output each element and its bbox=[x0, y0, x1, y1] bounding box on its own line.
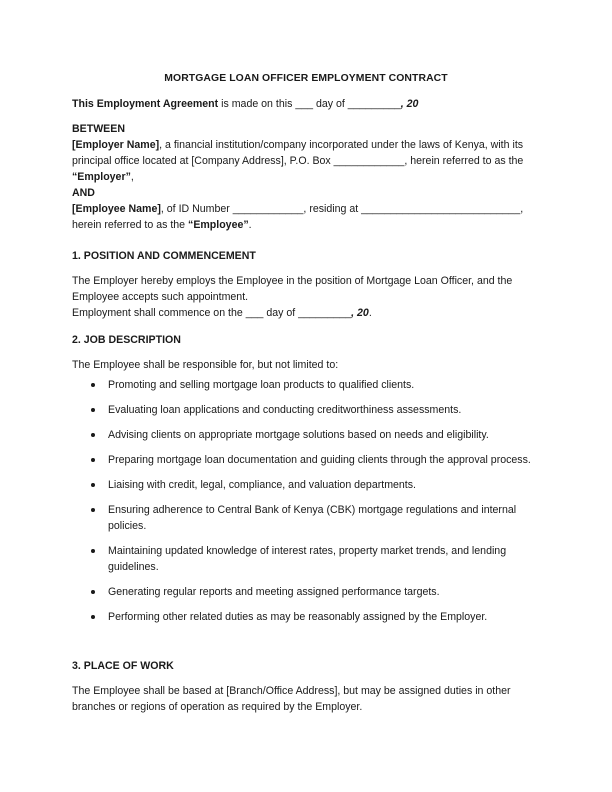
agreement-year: , 20 bbox=[400, 98, 419, 110]
and-label: AND bbox=[72, 187, 95, 199]
employee-description: , of ID Number ____________, residing at ___________________________, herein referred to as the bbox=[72, 203, 524, 231]
employee-name: [Employee Name] bbox=[72, 203, 161, 215]
agreement-lead: This Employment Agreement bbox=[72, 98, 219, 110]
commence-text: Employment shall commence on the ___ day of _________ bbox=[72, 307, 352, 319]
employer-name: [Employer Name] bbox=[72, 139, 160, 151]
list-item: Performing other related duties as may be reasonably assigned by the Employer. bbox=[72, 609, 542, 625]
section1-heading: 1. POSITION AND COMMENCEMENT bbox=[72, 250, 256, 262]
commence-year: , 20 bbox=[351, 307, 369, 319]
employer-reference: “Employer” bbox=[72, 171, 131, 183]
section3-heading: 3. PLACE OF WORK bbox=[72, 660, 174, 672]
list-item: Liaising with credit, legal, compliance, and valuation departments. bbox=[72, 477, 542, 493]
list-item: Maintaining updated knowledge of interest rates, property market trends, and lending guidelines. bbox=[72, 543, 542, 575]
section2-intro: The Employee shall be responsible for, but not limited to: bbox=[72, 359, 339, 371]
section1-body bbox=[72, 273, 542, 321]
section2-heading: 2. JOB DESCRIPTION bbox=[72, 334, 181, 346]
commence-end: . bbox=[368, 307, 372, 319]
list-item: Ensuring adherence to Central Bank of Kenya (CBK) mortgage regulations and internal policies. bbox=[72, 502, 542, 534]
section3-body: The Employee shall be based at [Branch/Office Address], but may be assigned duties in other branches or regions of operation as required by the Employer. bbox=[72, 685, 511, 713]
position-text: The Employer hereby employs the Employee in the position of Mortgage Loan Officer, and the Employee accepts such appointment. bbox=[72, 275, 513, 303]
parties-block bbox=[72, 121, 542, 233]
list-item: Advising clients on appropriate mortgage solutions based on needs and eligibility. bbox=[72, 427, 542, 443]
between-label: BETWEEN bbox=[72, 123, 125, 135]
list-item: Generating regular reports and meeting assigned performance targets. bbox=[72, 584, 542, 600]
employee-reference: “Employee” bbox=[188, 219, 249, 231]
list-item: Promoting and selling mortgage loan products to qualified clients. bbox=[72, 377, 542, 393]
employee-end: . bbox=[248, 219, 252, 231]
list-item: Evaluating loan applications and conducting creditworthiness assessments. bbox=[72, 402, 542, 418]
list-item: Preparing mortgage loan documentation and guiding clients through the approval process. bbox=[72, 452, 542, 468]
duties-list bbox=[72, 377, 542, 634]
agreement-date-text: is made on this ___ day of _________ bbox=[218, 98, 401, 110]
intro-paragraph bbox=[72, 96, 542, 112]
employer-description: , a financial institution/company incorporated under the laws of Kenya, with its principal office located at [Company Address], P.O. Box ____________, herein referred to as the bbox=[72, 139, 524, 167]
document-title: MORTGAGE LOAN OFFICER EMPLOYMENT CONTRACT bbox=[164, 73, 448, 84]
employer-end: , bbox=[130, 171, 134, 183]
